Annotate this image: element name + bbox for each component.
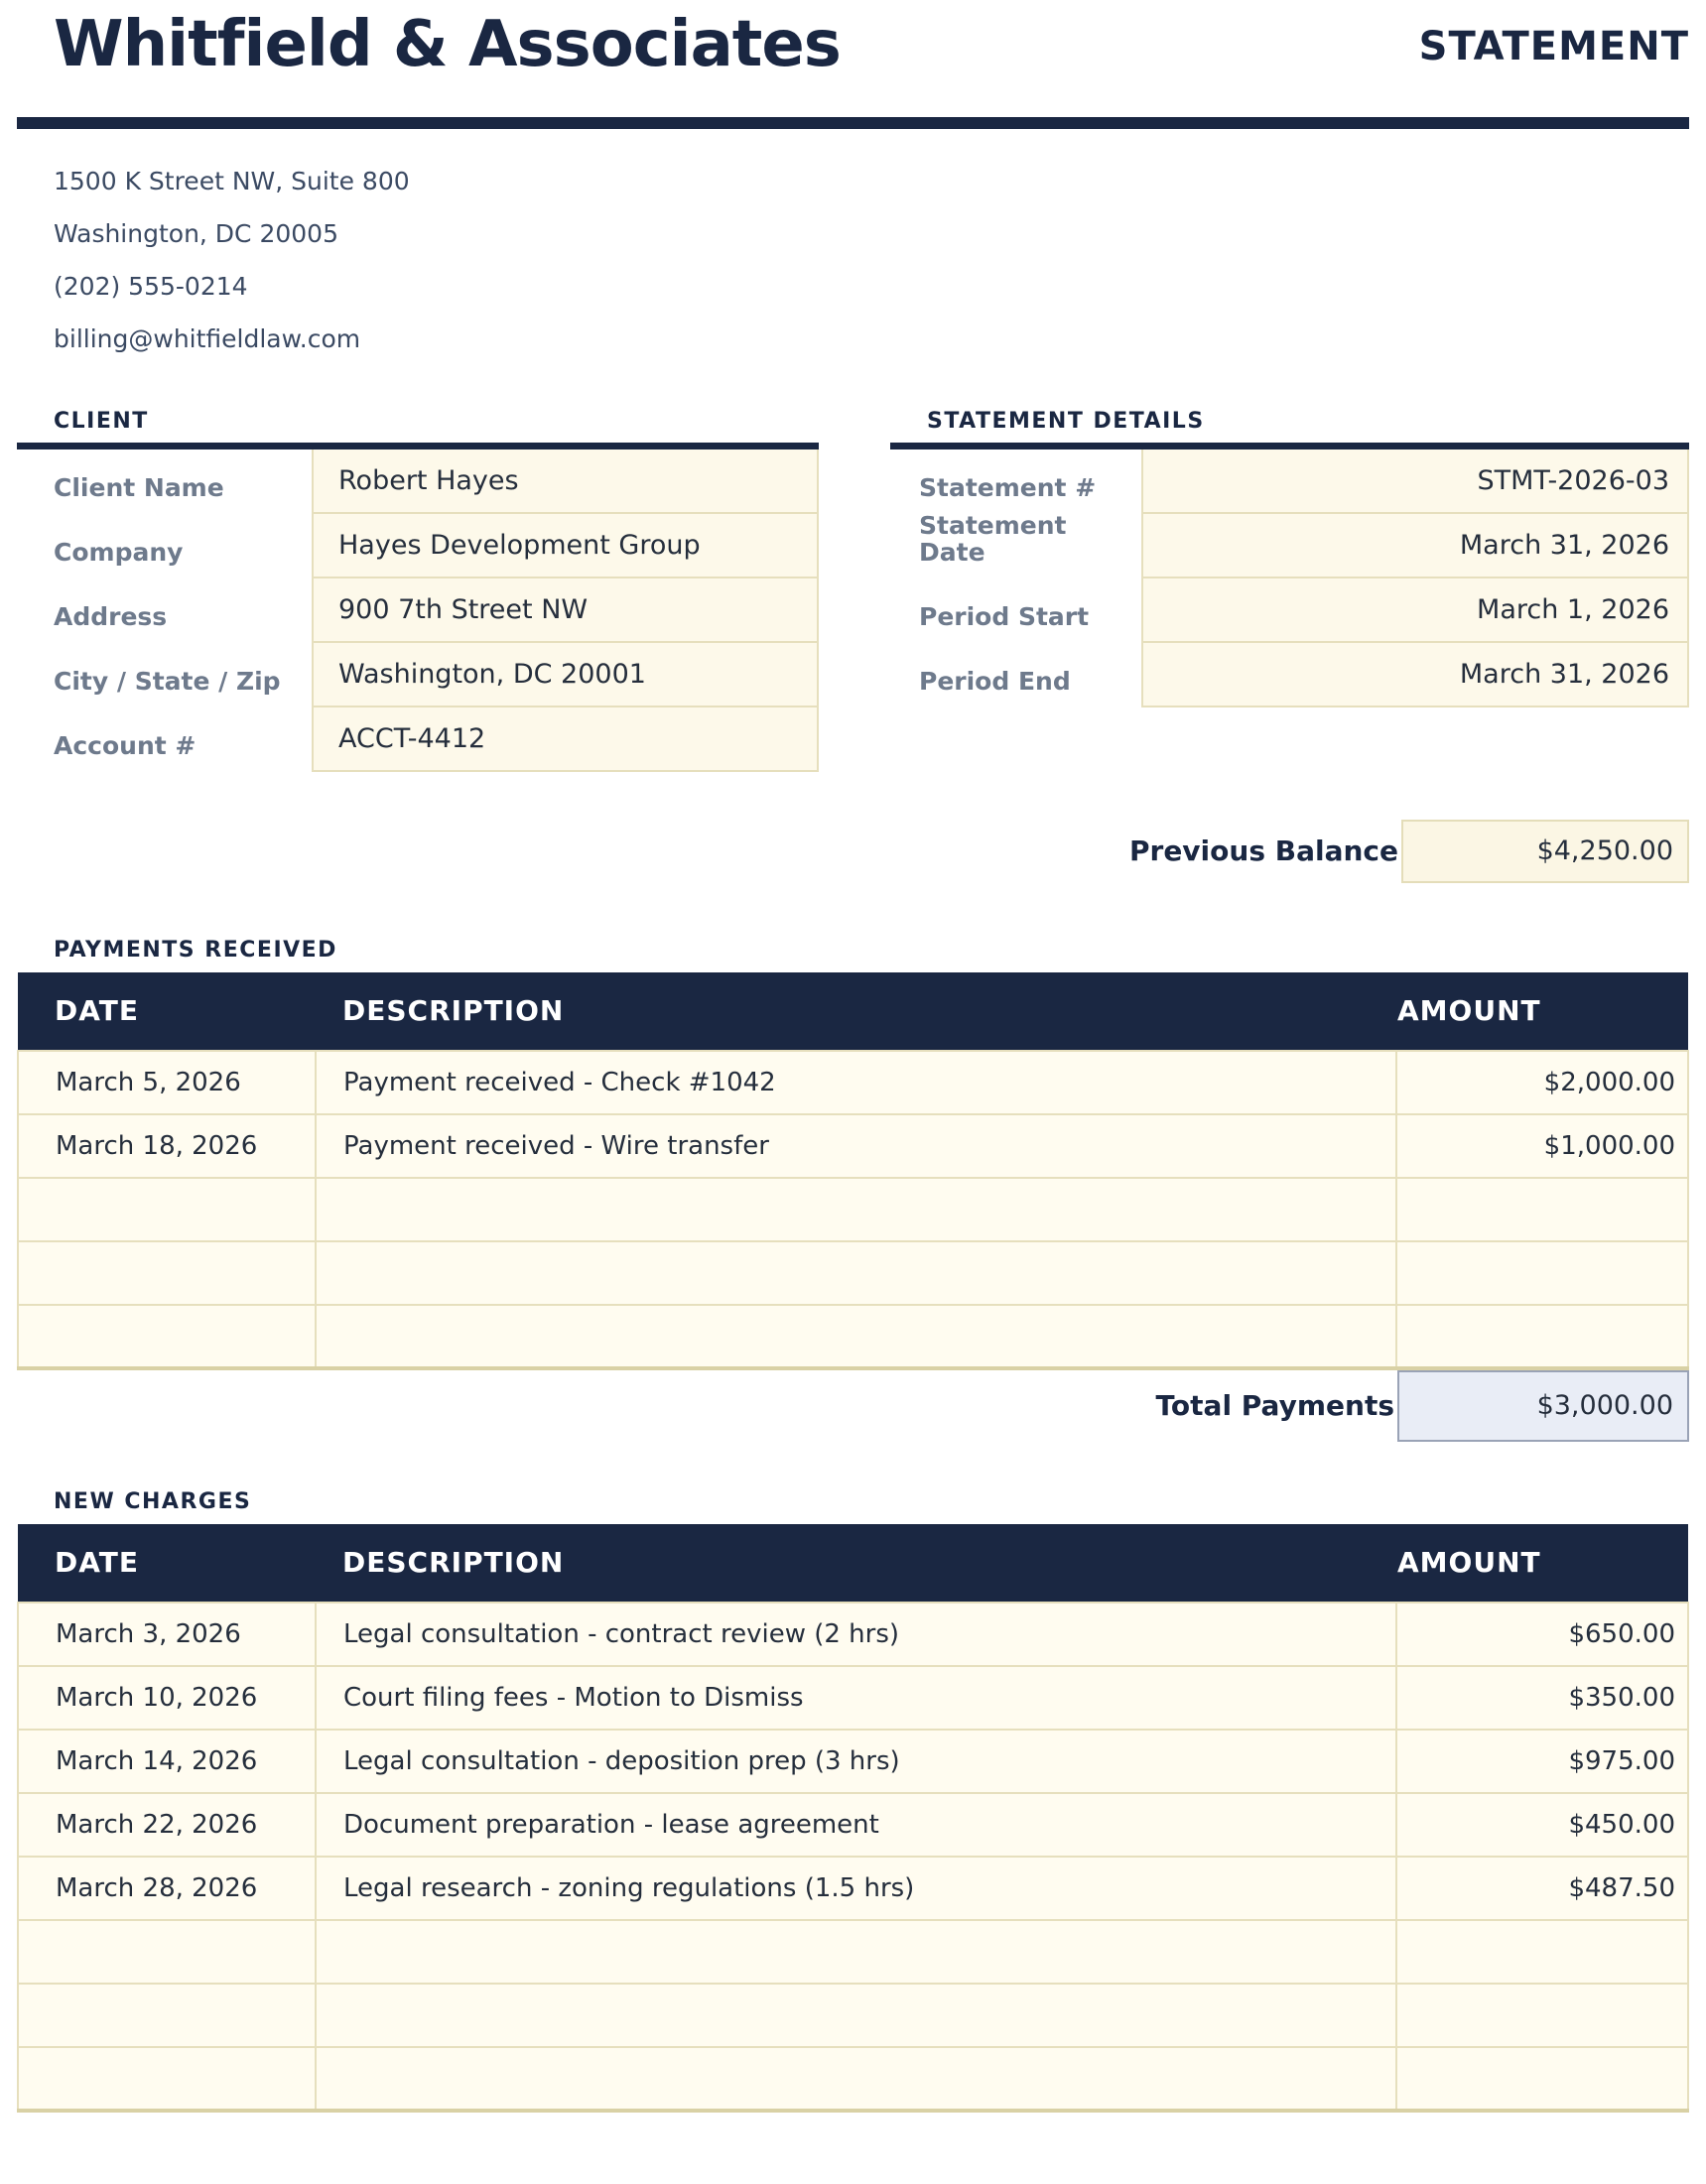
field-label: Statement # [919, 473, 1097, 503]
payment-date [18, 1305, 316, 1368]
payment-amount [1396, 1178, 1688, 1241]
info-sections-row [17, 409, 1689, 772]
new-charges-title: NEW CHARGES [54, 1488, 252, 1514]
payment-date: March 5, 2026 [18, 1051, 316, 1114]
firm-email: billing@whitfieldlaw.com [54, 323, 361, 353]
payment-row [18, 1114, 1688, 1178]
payments-received-section [17, 938, 1689, 1442]
charges-col-date: DATE [18, 1524, 316, 1603]
field-value: ACCT-4412 [312, 707, 819, 772]
payments-rows [18, 1051, 1688, 1368]
charge-amount: $450.00 [1396, 1793, 1688, 1857]
firm-name: Whitfield & Associates [54, 8, 841, 81]
charge-row [18, 1920, 1688, 1984]
firm-street: 1500 K Street NW, Suite 800 [54, 166, 410, 195]
field-value: March 1, 2026 [1141, 578, 1689, 643]
firm-city-state: Washington, DC 20005 [54, 218, 338, 248]
field-value: March 31, 2026 [1141, 643, 1689, 707]
previous-balance-value: $4,250.00 [1401, 820, 1689, 883]
field-label: Company [54, 538, 184, 568]
charge-description: Document preparation - lease agreement [316, 1793, 1396, 1857]
field-label: Address [54, 602, 168, 632]
charge-row [18, 2047, 1688, 2111]
statement-details-section [890, 409, 1689, 772]
payments-table [17, 972, 1689, 1370]
charge-row [18, 1730, 1688, 1793]
document-type-label: STATEMENT [1418, 24, 1689, 69]
previous-balance-row [17, 820, 1689, 883]
field-value: 900 7th Street NW [312, 578, 819, 643]
client-section [17, 409, 819, 772]
previous-balance-label: Previous Balance [1128, 835, 1398, 868]
payments-col-date: DATE [18, 972, 316, 1051]
charge-date: March 3, 2026 [18, 1603, 316, 1666]
payment-amount [1396, 1241, 1688, 1305]
field-label: City / State / Zip [54, 667, 281, 697]
payments-header-row [18, 972, 1688, 1051]
firm-phone: (202) 555-0214 [54, 271, 248, 301]
charge-row [18, 1666, 1688, 1730]
charge-amount: $975.00 [1396, 1730, 1688, 1793]
client-fields [17, 450, 819, 772]
field-label: Statement Date [919, 510, 1067, 568]
payment-date [18, 1241, 316, 1305]
charge-date: March 28, 2026 [18, 1857, 316, 1920]
payments-received-title: PAYMENTS RECEIVED [54, 937, 337, 963]
field-label: Client Name [54, 473, 224, 503]
payment-amount [1396, 1305, 1688, 1368]
field-label: Period End [919, 667, 1071, 697]
payment-date: March 18, 2026 [18, 1114, 316, 1178]
new-charges-table [17, 1524, 1689, 2113]
document-header [17, 0, 1689, 83]
payment-description: Payment received - Check #1042 [316, 1051, 1396, 1114]
field-label: Period Start [919, 602, 1090, 632]
charge-amount: $350.00 [1396, 1666, 1688, 1730]
payment-row [18, 1178, 1688, 1241]
payment-amount: $1,000.00 [1396, 1114, 1688, 1178]
field-value: Washington, DC 20001 [312, 643, 819, 707]
payment-row [18, 1241, 1688, 1305]
client-section-divider [17, 443, 819, 450]
payment-description [316, 1305, 1396, 1368]
charge-amount: $650.00 [1396, 1603, 1688, 1666]
total-payments-label: Total Payments [1155, 1389, 1394, 1423]
field-value: Robert Hayes [312, 450, 819, 514]
charge-row [18, 1793, 1688, 1857]
charge-row [18, 1603, 1688, 1666]
charge-description [316, 1920, 1396, 1984]
payments-col-amount: AMOUNT [1396, 972, 1688, 1051]
payment-row [18, 1051, 1688, 1114]
payment-amount: $2,000.00 [1396, 1051, 1688, 1114]
statement-details-divider [890, 443, 1689, 450]
charge-row [18, 1984, 1688, 2047]
charge-amount [1396, 1984, 1688, 2047]
payment-description [316, 1178, 1396, 1241]
client-section-title: CLIENT [54, 408, 149, 434]
charge-amount [1396, 1920, 1688, 1984]
charge-date: March 14, 2026 [18, 1730, 316, 1793]
total-payments-value: $3,000.00 [1397, 1370, 1689, 1442]
charges-col-amount: AMOUNT [1396, 1524, 1688, 1603]
payment-description [316, 1241, 1396, 1305]
new-charges-section [17, 1489, 1689, 2113]
charge-amount: $487.50 [1396, 1857, 1688, 1920]
charge-description: Legal research - zoning regulations (1.5 hrs) [316, 1857, 1396, 1920]
charge-amount [1396, 2047, 1688, 2111]
payment-date [18, 1178, 316, 1241]
charge-date [18, 1984, 316, 2047]
field-value: STMT-2026-03 [1141, 450, 1689, 514]
payment-row [18, 1305, 1688, 1368]
charge-date [18, 2047, 316, 2111]
charge-row [18, 1857, 1688, 1920]
charge-description: Court filing fees - Motion to Dismiss [316, 1666, 1396, 1730]
charge-date: March 22, 2026 [18, 1793, 316, 1857]
charges-rows [18, 1603, 1688, 2111]
total-payments-row [17, 1370, 1689, 1442]
field-value: March 31, 2026 [1141, 514, 1689, 578]
charge-description [316, 1984, 1396, 2047]
charges-col-description: DESCRIPTION [316, 1524, 1396, 1603]
charge-description: Legal consultation - contract review (2 hrs) [316, 1603, 1396, 1666]
charge-description [316, 2047, 1396, 2111]
payment-description: Payment received - Wire transfer [316, 1114, 1396, 1178]
payments-col-description: DESCRIPTION [316, 972, 1396, 1051]
charges-header-row [18, 1524, 1688, 1603]
header-divider [17, 117, 1689, 129]
charge-date: March 10, 2026 [18, 1666, 316, 1730]
statement-details-title: STATEMENT DETAILS [927, 408, 1205, 434]
charge-date [18, 1920, 316, 1984]
statement-details-fields [890, 450, 1689, 707]
firm-address-block [17, 166, 1689, 353]
field-label: Account # [54, 731, 197, 761]
field-value: Hayes Development Group [312, 514, 819, 578]
charge-description: Legal consultation - deposition prep (3 hrs) [316, 1730, 1396, 1793]
